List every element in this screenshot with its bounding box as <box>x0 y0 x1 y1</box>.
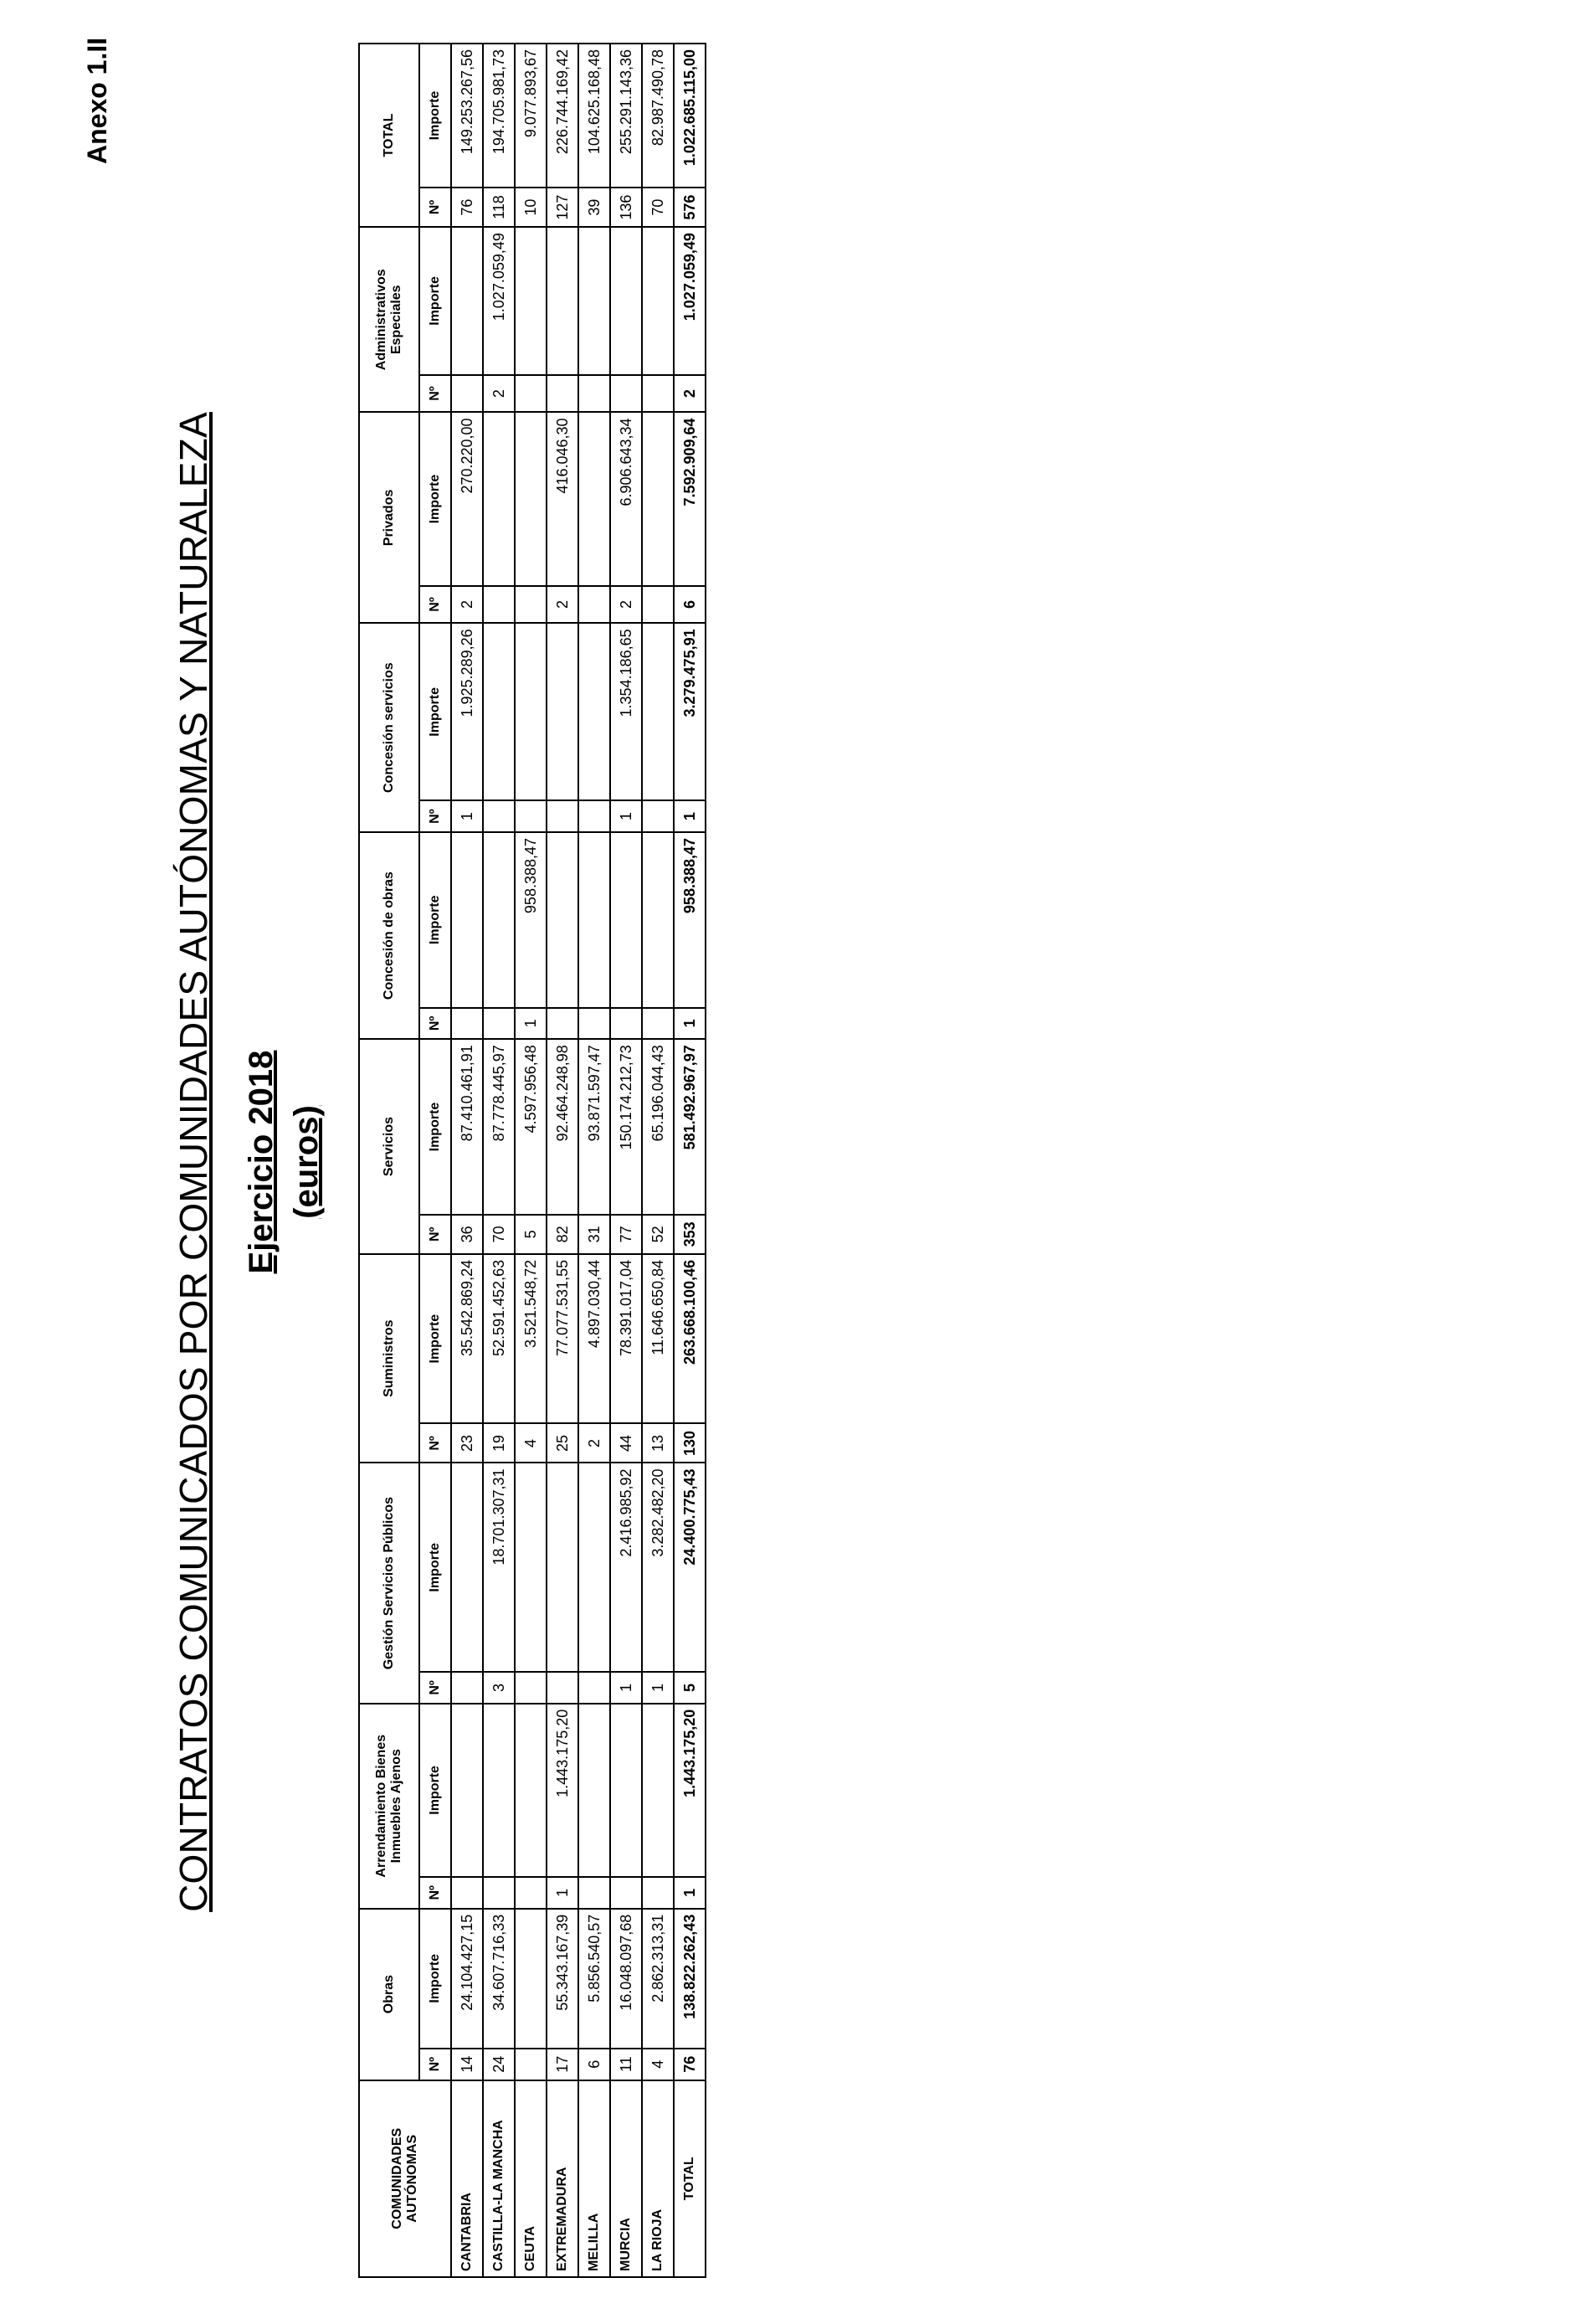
amount-cell: 7.592.909,64 <box>674 412 706 585</box>
amount-cell <box>547 227 578 375</box>
amount-cell: 1.022.685.115,00 <box>674 44 706 188</box>
count-cell: 36 <box>451 1215 483 1254</box>
count-cell: 44 <box>610 1423 642 1463</box>
communities-header: COMUNIDADES AUTÓNOMAS <box>359 2080 451 2277</box>
count-cell: 19 <box>483 1423 515 1463</box>
amount-cell <box>515 227 547 375</box>
amount-cell: 226.744.169,42 <box>547 44 578 188</box>
group-header: Privados <box>359 412 419 623</box>
amount-cell: 82.987.490,78 <box>642 44 674 188</box>
amount-header: Importe <box>419 623 451 800</box>
count-cell: 2 <box>483 375 515 413</box>
count-cell: 2 <box>674 375 706 413</box>
amount-cell <box>515 1704 547 1877</box>
amount-cell: 1.027.059,49 <box>674 227 706 375</box>
count-header: Nº <box>419 188 451 227</box>
count-cell <box>578 375 610 413</box>
count-cell <box>642 1008 674 1040</box>
amount-cell: 1.443.175,20 <box>547 1704 578 1877</box>
count-cell: 130 <box>674 1423 706 1463</box>
amount-cell: 78.391.017,04 <box>610 1254 642 1424</box>
count-cell: 14 <box>451 2049 483 2080</box>
amount-cell <box>451 1704 483 1877</box>
count-header: Nº <box>419 800 451 832</box>
amount-cell: 150.174.212,73 <box>610 1039 642 1215</box>
count-header: Nº <box>419 1672 451 1704</box>
count-cell: 70 <box>483 1215 515 1254</box>
count-cell <box>578 1877 610 1909</box>
amount-cell: 24.400.775,43 <box>674 1463 706 1672</box>
amount-cell: 104.625.168,48 <box>578 44 610 188</box>
count-cell: 17 <box>547 2049 578 2080</box>
amount-cell <box>610 227 642 375</box>
count-cell <box>515 586 547 624</box>
count-cell <box>547 800 578 832</box>
community-name: CASTILLA-LA MANCHA <box>483 2080 515 2277</box>
amount-cell: 24.104.427,15 <box>451 1909 483 2049</box>
count-cell: 6 <box>578 2049 610 2080</box>
group-header: Suministros <box>359 1254 419 1463</box>
amount-cell: 65.196.044,43 <box>642 1039 674 1215</box>
amount-cell <box>610 1704 642 1877</box>
amount-header: Importe <box>419 1463 451 1672</box>
count-header: Nº <box>419 375 451 413</box>
amount-cell: 1.354.186,65 <box>610 623 642 800</box>
amount-cell: 1.443.175,20 <box>674 1704 706 1877</box>
community-name: CEUTA <box>515 2080 547 2277</box>
amount-cell: 958.388,47 <box>515 832 547 1008</box>
sub-header-row <box>419 44 451 2277</box>
count-header: Nº <box>419 1877 451 1909</box>
amount-cell: 2.416.985,92 <box>610 1463 642 1672</box>
count-cell <box>610 375 642 413</box>
group-header: Concesión de obras <box>359 832 419 1039</box>
count-cell <box>483 1008 515 1040</box>
count-cell: 1 <box>674 800 706 832</box>
amount-cell <box>578 832 610 1008</box>
count-cell <box>578 586 610 624</box>
amount-cell: 55.343.167,39 <box>547 1909 578 2049</box>
amount-cell <box>515 623 547 800</box>
amount-cell <box>642 623 674 800</box>
amount-cell: 3.279.475,91 <box>674 623 706 800</box>
count-cell <box>578 800 610 832</box>
amount-cell <box>578 623 610 800</box>
count-cell: 23 <box>451 1423 483 1463</box>
group-header: Gestión Servicios Públicos <box>359 1463 419 1703</box>
community-name: EXTREMADURA <box>547 2080 578 2277</box>
count-cell: 353 <box>674 1215 706 1254</box>
count-cell: 2 <box>610 586 642 624</box>
amount-cell <box>642 1704 674 1877</box>
amount-header: Importe <box>419 1909 451 2049</box>
count-cell: 2 <box>451 586 483 624</box>
count-cell <box>547 375 578 413</box>
count-cell: 77 <box>610 1215 642 1254</box>
count-cell: 4 <box>642 2049 674 2080</box>
total-row <box>674 44 706 2277</box>
table-body <box>451 44 706 2277</box>
amount-cell <box>515 412 547 585</box>
amount-cell: 9.077.893,67 <box>515 44 547 188</box>
amount-cell <box>483 412 515 585</box>
count-cell: 52 <box>642 1215 674 1254</box>
count-cell: 3 <box>483 1672 515 1704</box>
group-header: Servicios <box>359 1039 419 1254</box>
amount-cell: 87.778.445,97 <box>483 1039 515 1215</box>
count-cell: 1 <box>642 1672 674 1704</box>
amount-header: Importe <box>419 44 451 188</box>
count-cell <box>515 800 547 832</box>
group-header: TOTAL <box>359 44 419 227</box>
count-header: Nº <box>419 1008 451 1040</box>
count-cell: 118 <box>483 188 515 227</box>
amount-cell: 194.705.981,73 <box>483 44 515 188</box>
count-header: Nº <box>419 586 451 624</box>
contracts-table <box>358 43 706 2278</box>
amount-cell: 2.862.313,31 <box>642 1909 674 2049</box>
count-cell <box>610 1877 642 1909</box>
currency-note: (euros) <box>288 1105 325 1219</box>
community-name: LA RIOJA <box>642 2080 674 2277</box>
count-cell <box>610 1008 642 1040</box>
count-cell: 1 <box>674 1877 706 1909</box>
amount-cell <box>578 412 610 585</box>
count-cell <box>642 375 674 413</box>
amount-cell <box>451 1463 483 1672</box>
amount-cell: 4.897.030,44 <box>578 1254 610 1424</box>
count-cell: 1 <box>674 1008 706 1040</box>
table-row <box>578 44 610 2277</box>
count-cell <box>578 1672 610 1704</box>
count-cell: 76 <box>451 188 483 227</box>
amount-cell: 416.046,30 <box>547 412 578 585</box>
amount-header: Importe <box>419 412 451 585</box>
count-cell <box>451 1672 483 1704</box>
table-row <box>451 44 483 2277</box>
count-cell: 4 <box>515 1423 547 1463</box>
count-cell <box>483 1877 515 1909</box>
amount-cell <box>610 832 642 1008</box>
table-row <box>610 44 642 2277</box>
count-cell: 1 <box>610 800 642 832</box>
amount-cell <box>547 1463 578 1672</box>
community-name: TOTAL <box>674 2080 706 2277</box>
count-cell: 136 <box>610 188 642 227</box>
amount-cell <box>515 1463 547 1672</box>
amount-cell: 138.822.262,43 <box>674 1909 706 2049</box>
amount-cell: 4.597.956,48 <box>515 1039 547 1215</box>
count-cell: 82 <box>547 1215 578 1254</box>
count-cell: 2 <box>578 1423 610 1463</box>
amount-header: Importe <box>419 1254 451 1424</box>
count-cell <box>451 1877 483 1909</box>
amount-cell: 1.925.289,26 <box>451 623 483 800</box>
amount-cell <box>451 832 483 1008</box>
community-name: MELILLA <box>578 2080 610 2277</box>
page-title: CONTRATOS COMUNICADOS POR COMUNIDADES AUTÓNOMAS Y NATURALEZA <box>172 412 215 1912</box>
amount-header: Importe <box>419 1039 451 1215</box>
amount-cell <box>547 623 578 800</box>
amount-cell: 92.464.248,98 <box>547 1039 578 1215</box>
group-header: Administrativos Especiales <box>359 227 419 412</box>
table-row <box>642 44 674 2277</box>
amount-header: Importe <box>419 227 451 375</box>
amount-header: Importe <box>419 832 451 1008</box>
amount-cell <box>578 1463 610 1672</box>
amount-cell <box>483 832 515 1008</box>
amount-cell: 11.646.650,84 <box>642 1254 674 1424</box>
count-cell <box>642 586 674 624</box>
amount-cell: 958.388,47 <box>674 832 706 1008</box>
count-cell <box>547 1008 578 1040</box>
table-row <box>483 44 515 2277</box>
amount-cell: 3.282.482,20 <box>642 1463 674 1672</box>
amount-cell <box>642 832 674 1008</box>
amount-cell <box>547 832 578 1008</box>
count-cell: 5 <box>674 1672 706 1704</box>
count-cell: 576 <box>674 188 706 227</box>
count-cell <box>515 1877 547 1909</box>
amount-cell: 270.220,00 <box>451 412 483 585</box>
amount-cell: 18.701.307,31 <box>483 1463 515 1672</box>
count-cell <box>578 1008 610 1040</box>
count-cell: 25 <box>547 1423 578 1463</box>
group-header: Concesión servicios <box>359 623 419 832</box>
annex-label: Anexo 1.II <box>82 37 112 164</box>
amount-cell: 16.048.097,68 <box>610 1909 642 2049</box>
count-cell: 76 <box>674 2049 706 2080</box>
count-cell: 24 <box>483 2049 515 2080</box>
table-row <box>547 44 578 2277</box>
count-cell: 1 <box>610 1672 642 1704</box>
amount-cell: 34.607.716,33 <box>483 1909 515 2049</box>
count-cell: 127 <box>547 188 578 227</box>
count-cell <box>515 2049 547 2080</box>
amount-cell: 6.906.643,34 <box>610 412 642 585</box>
amount-cell: 77.077.531,55 <box>547 1254 578 1424</box>
count-cell <box>642 800 674 832</box>
count-cell <box>547 1672 578 1704</box>
count-cell: 5 <box>515 1215 547 1254</box>
amount-cell: 263.668.100,46 <box>674 1254 706 1424</box>
amount-cell <box>642 227 674 375</box>
group-header: Arrendamiento Bienes Inmuebles Ajenos <box>359 1704 419 1909</box>
count-cell <box>642 1877 674 1909</box>
count-cell: 2 <box>547 586 578 624</box>
count-cell: 10 <box>515 188 547 227</box>
count-cell: 11 <box>610 2049 642 2080</box>
count-cell: 1 <box>451 800 483 832</box>
community-name: CANTABRIA <box>451 2080 483 2277</box>
amount-cell <box>515 1909 547 2049</box>
amount-cell: 52.591.452,63 <box>483 1254 515 1424</box>
amount-cell <box>642 412 674 585</box>
count-cell <box>451 1008 483 1040</box>
amount-cell <box>451 227 483 375</box>
amount-cell: 3.521.548,72 <box>515 1254 547 1424</box>
count-cell: 39 <box>578 188 610 227</box>
amount-cell: 93.871.597,47 <box>578 1039 610 1215</box>
community-name: MURCIA <box>610 2080 642 2277</box>
group-header-row <box>359 44 419 2277</box>
count-cell: 70 <box>642 188 674 227</box>
table-row <box>515 44 547 2277</box>
exercise-year: Ejercicio 2018 <box>243 1050 280 1274</box>
amount-cell: 87.410.461,91 <box>451 1039 483 1215</box>
count-header: Nº <box>419 1215 451 1254</box>
amount-cell <box>483 623 515 800</box>
amount-cell <box>483 1704 515 1877</box>
count-cell <box>451 375 483 413</box>
count-cell <box>515 1672 547 1704</box>
count-cell: 31 <box>578 1215 610 1254</box>
amount-cell: 149.253.267,56 <box>451 44 483 188</box>
amount-cell: 35.542.869,24 <box>451 1254 483 1424</box>
count-cell: 1 <box>515 1008 547 1040</box>
count-cell: 13 <box>642 1423 674 1463</box>
count-cell <box>515 375 547 413</box>
amount-cell: 581.492.967,97 <box>674 1039 706 1215</box>
count-header: Nº <box>419 2049 451 2080</box>
count-cell <box>483 800 515 832</box>
amount-header: Importe <box>419 1704 451 1877</box>
count-cell: 6 <box>674 586 706 624</box>
amount-cell: 255.291.143,36 <box>610 44 642 188</box>
amount-cell <box>578 227 610 375</box>
amount-cell <box>578 1704 610 1877</box>
count-header: Nº <box>419 1423 451 1463</box>
count-cell: 1 <box>547 1877 578 1909</box>
count-cell <box>483 586 515 624</box>
group-header: Obras <box>359 1909 419 2080</box>
amount-cell: 5.856.540,57 <box>578 1909 610 2049</box>
amount-cell: 1.027.059,49 <box>483 227 515 375</box>
